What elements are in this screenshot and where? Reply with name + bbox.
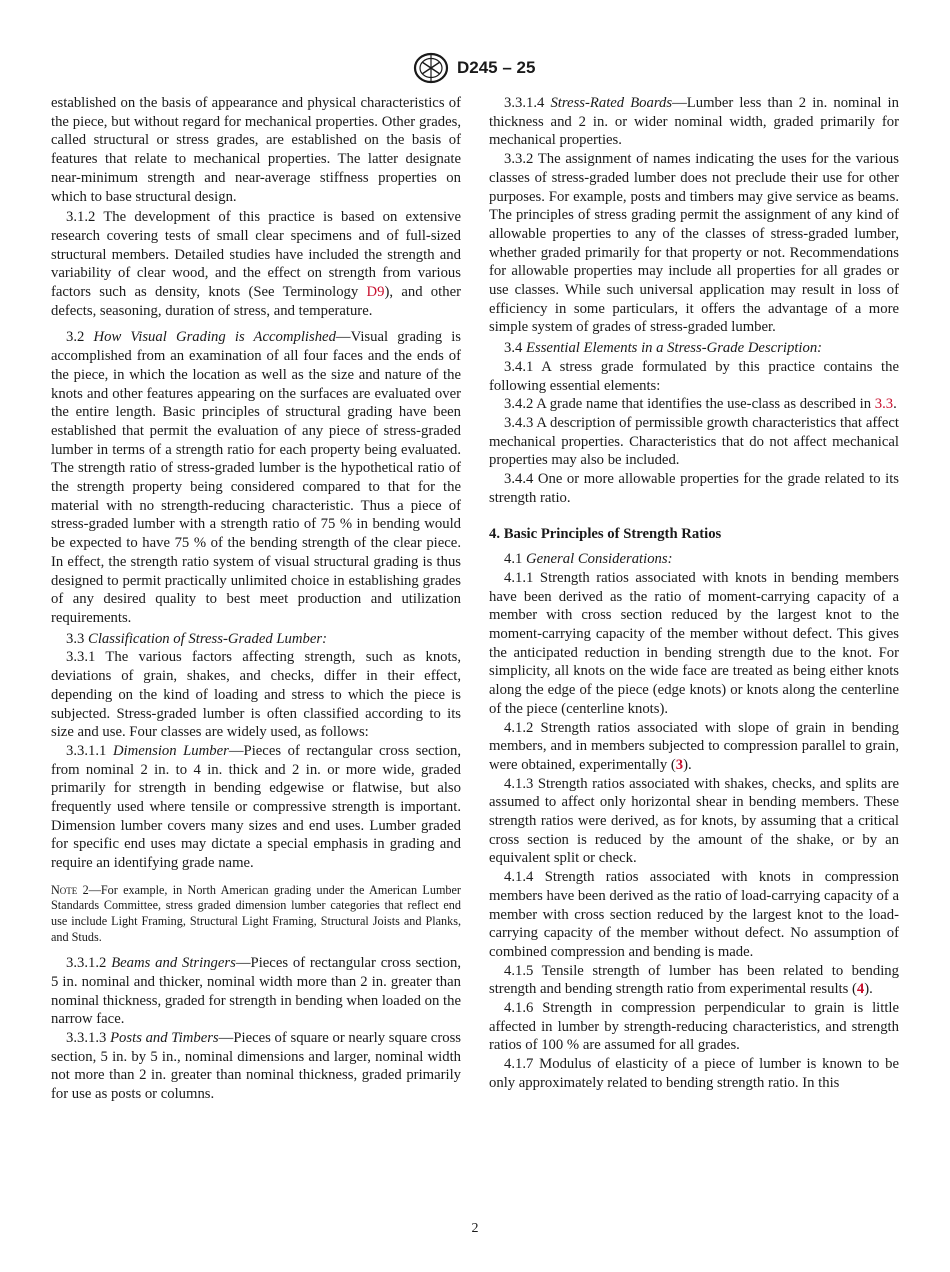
left-column xyxy=(51,94,461,1104)
document-designation: D245 – 25 xyxy=(457,58,536,77)
reference-3-link[interactable]: 3 xyxy=(675,756,684,773)
paragraph-3-3: 3.3 Classification of Stress-Graded Lumber: xyxy=(66,630,327,647)
section-3-3-link[interactable]: 3.3 xyxy=(874,396,894,413)
paragraph-3-2: 3.2 How Visual Grading is Accomplished—Visual grading is accomplished from an examination of all four faces and the ends of the piece, in which the location as well as the size and nature of the knots and other features appearing on the surfaces are evaluated over the entire length. Basic principles of structural grading have been established that permit the evaluation of any piece of stress-graded lumber in terms of a strength ratio for each property being evaluated. The strength ratio of stress-graded lumber is the hypothetical ratio of the strength property being considered compared to that for the material with no strength-reducing characteristic. Thus a piece of stress-graded lumber with a strength ratio of 75 % in bending would be expected to have 75 % of the bending strength of the clear piece. In effect, the strength ratio system of visual structural grading is thus designed to permit practically unlimited choice in establishing grades of any desired quality to best meet production and utilization requirements. xyxy=(51,329,461,626)
paragraph-3-4-3: 3.4.3 A description of permissible growth characteristics that affect mechanical properties. Characteristics that do not affect mechanical properties may also be included. xyxy=(489,414,899,469)
paragraph-3-4-2: 3.4.2 A grade name that identifies the use-class as described in 3.3. xyxy=(504,396,897,413)
paragraph-4-1-7: 4.1.7 Modulus of elasticity of a piece of lumber is known to be only approximately related to bending strength ratio. In this xyxy=(489,1056,899,1091)
paragraph-4-1-5: 4.1.5 Tensile strength of lumber has been related to bending strength and bending strength ratio from experimental results (4). xyxy=(489,962,899,998)
paragraph-3-3-1-2: 3.3.1.2 Beams and Stringers—Pieces of rectangular cross section, 5 in. nominal and thicker, nominal width more than 2 in. greater than nominal thickness, graded for strength in bending when loaded on the narrow face. xyxy=(51,955,461,1028)
page-header xyxy=(0,50,950,86)
paragraph-3-3-1-3: 3.3.1.3 Posts and Timbers—Pieces of square or nearly square cross section, 5 in. by 5 in., nominal dimensions and larger, nominal width not more than 2 in. greater than nominal thickness, graded primarily for use as posts or columns. xyxy=(51,1030,461,1103)
paragraph-3-3-1-4: 3.3.1.4 Stress-Rated Boards—Lumber less than 2 in. nominal in thickness and 2 in. or wider nominal width, graded primarily for mechanical properties. xyxy=(489,95,899,149)
paragraph-4-1-4: 4.1.4 Strength ratios associated with knots in compression members have been derived as the ratio of load-carrying capacity of a member with cross section reduced by the largest knot to the load-carrying capacity of the member without defect. No assumption of combined compression and bending is made. xyxy=(489,869,899,960)
paragraph-3-3-2: 3.3.2 The assignment of names indicating the uses for the various classes of stress-graded lumber does not preclude their use for other purposes. For example, posts and timbers may give service as beams. The principles of stress grading permit the assignment of any kind of allowable properties to any of the classes of stress-graded lumber, whether graded primarily for that property or not. Recommendations for allowable properties may include all properties for all grades or use classes. While such universal application may result in loss of efficiency in some particulars, it offers the advantage of a more simple system of grades of stress-graded lumber. xyxy=(489,151,899,336)
right-column xyxy=(489,94,899,1093)
paragraph-3-1-1-continued: established on the basis of appearance and physical characteristics of the piece, but without regard for mechanical properties. Other grades, called structural or stress grades, are established on the basis of features that relate to mechanical properties. The latter designate near-minimum strength and near-average stiffness properties on which to base structural design. xyxy=(51,95,461,205)
paragraph-4-1: 4.1 General Considerations: xyxy=(504,551,673,568)
paragraph-3-4: 3.4 Essential Elements in a Stress-Grade Description: xyxy=(504,340,823,357)
section-4-heading: 4. Basic Principles of Strength Ratios xyxy=(489,526,722,543)
paragraph-3-3-1: 3.3.1 The various factors affecting strength, such as knots, deviations of grain, shakes, and checks, differ in their effect, depending on the kind of loading and stress to which the piece is subjected. Stress-graded lumber is often classified according to its size and use. Four classes are widely used, as follows: xyxy=(51,649,461,741)
reference-4-link[interactable]: 4 xyxy=(856,981,865,998)
astm-logo-icon xyxy=(413,52,449,84)
terminology-d9-link[interactable]: D9 xyxy=(366,284,385,301)
note-2: Note 2—For example, in North American grading under the American Lumber Standards Committee, stress graded dimension lumber categories that reflect end use include Light Framing, Structural Light Framing, Structural Joists and Planks, and Studs. xyxy=(51,882,461,944)
paragraph-3-3-1-1: 3.3.1.1 Dimension Lumber—Pieces of rectangular cross section, from nominal 2 in. to 4 in. thick and 2 in. or more wide, graded primarily for strength in bending edgewise or flatwise, but also frequently used where tensile or compressive strength is important. Dimension lumber covers many sizes and end uses. Lumber graded for specific end uses may dictate a special emphasis in grading and require an identifying grade name. xyxy=(51,742,461,872)
paragraph-3-4-1: 3.4.1 A stress grade formulated by this practice contains the following essential elements: xyxy=(489,358,899,394)
paragraph-3-1-2: 3.1.2 The development of this practice is based on extensive research covering tests of small clear specimens and of full-sized structural members. Detailed studies have included the strength and variability of clear wood, and the effect on strength from various factors such as density, knots (See Terminology D9), and other defects, seasoning, duration of stress, and temperature. xyxy=(51,209,461,319)
paragraph-4-1-1: 4.1.1 Strength ratios associated with knots in bending members have been derived as the ratio of moment-carrying capacity of a member with cross section reduced by the largest knot to the moment-carrying capacity of the member without defect. This gives the anticipated reduction in bending strength due to the knot. For simplicity, all knots on the wide face are treated as being either knots along the edge of the piece (edge knots) or knots along the centerline of the piece (centerline knots). xyxy=(489,569,899,717)
page-number: 2 xyxy=(471,1221,479,1236)
paragraph-4-1-3: 4.1.3 Strength ratios associated with shakes, checks, and splits are assumed to affect only horizontal shear in bending members. These strength ratios were derived, as for knots, by assuming that a critical cross section is reduced by the amount of the shake, or by an equivalent split or check. xyxy=(489,775,899,867)
paragraph-4-1-2: 4.1.2 Strength ratios associated with slope of grain in bending members, and in members subjected to compression parallel to grain, were obtained, experimentally (3). xyxy=(489,719,899,773)
paragraph-4-1-6: 4.1.6 Strength in compression perpendicular to grain is little affected in lumber by strength-reducing characteristics, and strength ratios of 100 % are assumed for all grades. xyxy=(489,1000,899,1054)
paragraph-3-4-4: 3.4.4 One or more allowable properties for the grade related to its strength ratio. xyxy=(489,471,899,506)
